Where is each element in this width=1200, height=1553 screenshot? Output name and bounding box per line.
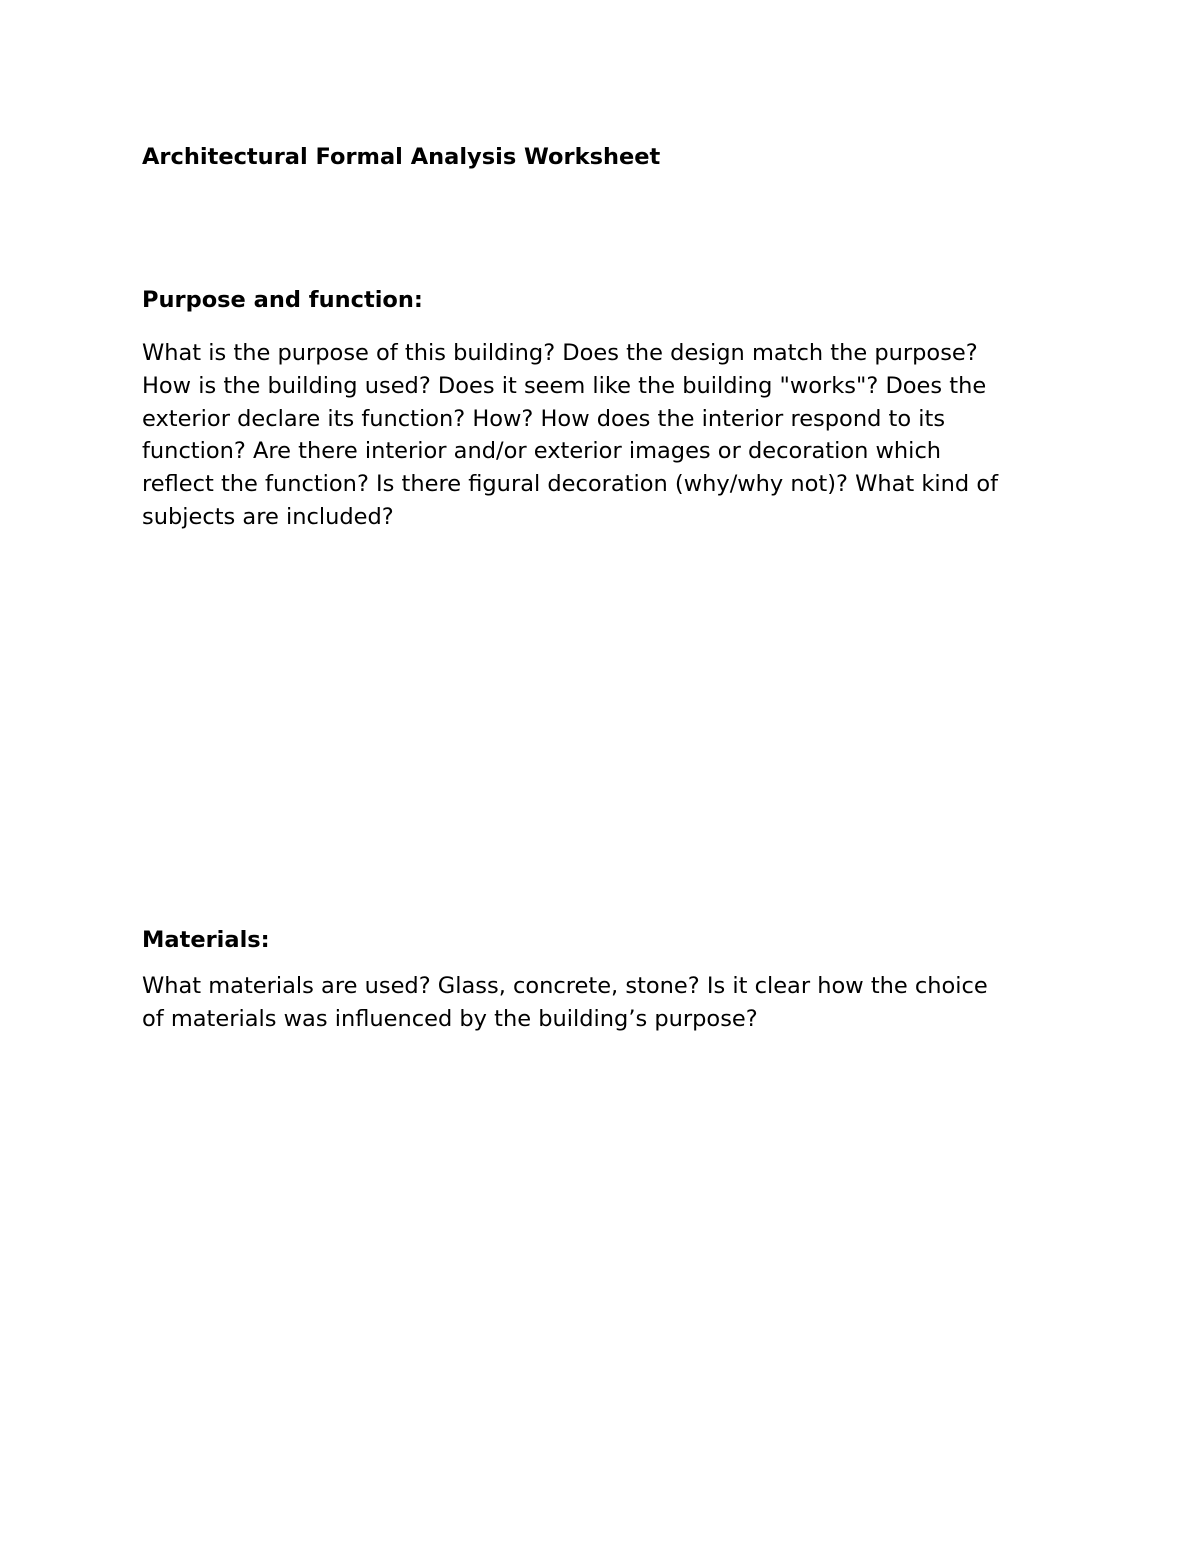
purpose-body-line: reflect the function? Is there figural decoration (why/why not)? What kind of (142, 471, 999, 498)
purpose-section-heading: Purpose and function: (142, 287, 423, 313)
materials-section-heading: Materials: (142, 927, 270, 953)
purpose-body-line: function? Are there interior and/or exterior images or decoration which (142, 438, 942, 465)
document-title: Architectural Formal Analysis Worksheet (142, 144, 661, 170)
materials-body-line: What materials are used? Glass, concrete, stone? Is it clear how the choice (142, 973, 988, 999)
materials-section-body (142, 970, 1072, 1036)
purpose-section-body (142, 337, 1072, 534)
purpose-body-line: How is the building used? Does it seem like the building "works"? Does the (142, 372, 987, 399)
materials-body-line: of materials was influenced by the building’s purpose? (142, 1005, 758, 1032)
purpose-body-line: What is the purpose of this building? Does the design match the purpose? (142, 340, 978, 366)
purpose-body-line: exterior declare its function? How? How does the interior respond to its (142, 405, 946, 432)
purpose-body-line: subjects are included? (142, 503, 394, 530)
